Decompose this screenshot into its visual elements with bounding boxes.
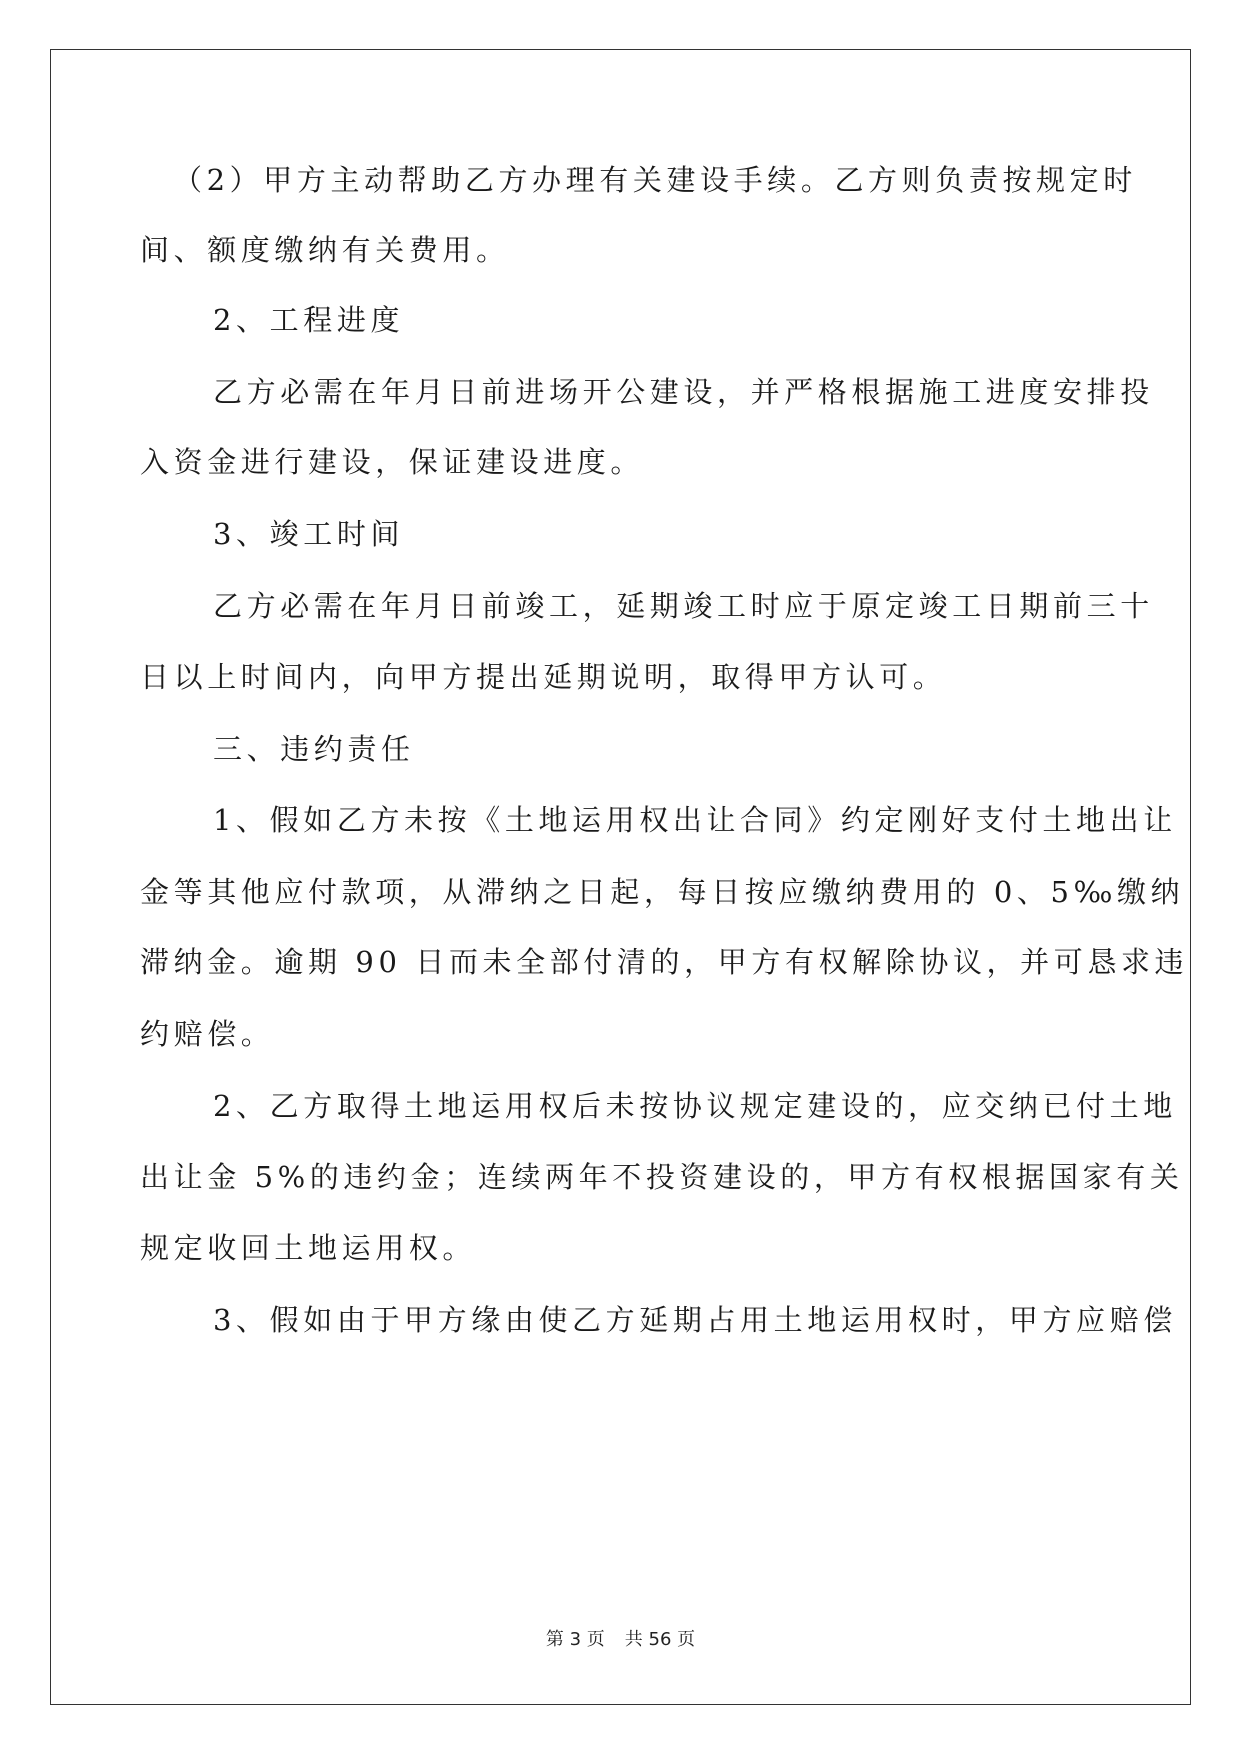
paragraph-line: 滞纳金。逾期 90 日而未全部付清的，甲方有权解除协议，并可恳求违 [140,945,1189,979]
paragraph-line: 乙方必需在年月日前竣工，延期竣工时应于原定竣工日期前三十 [213,589,1154,623]
paragraph-line: 间、额度缴纳有关费用。 [140,233,510,267]
section-heading: 3、竣工时间 [213,517,405,551]
paragraph-line: 入资金进行建设，保证建设进度。 [140,445,645,479]
paragraph-line: 3、假如由于甲方缘由使乙方延期占用土地运用权时，甲方应赔偿 [213,1303,1177,1337]
paragraph-line: 2、乙方取得土地运用权后未按协议规定建设的，应交纳已付土地 [213,1089,1177,1123]
paragraph-line: 出让金 5%的违约金；连续两年不投资建设的，甲方有权根据国家有关 [140,1160,1184,1194]
paragraph-line: 乙方必需在年月日前进场开公建设，并严格根据施工进度安排投 [213,375,1154,409]
paragraph-line: 规定收回土地运用权。 [140,1231,477,1265]
paragraph-line: 金等其他应付款项，从滞纳之日起，每日按应缴纳费用的 0、5‰缴纳 [140,875,1185,909]
current-page-number: 第 3 页 [545,1629,605,1650]
section-heading: 2、工程进度 [213,303,405,337]
paragraph-line: 约赔偿。 [140,1017,275,1051]
paragraph-line: （2）甲方主动帮助乙方办理有关建设手续。乙方则负责按规定时 [173,163,1137,197]
page-footer [0,1625,1241,1651]
section-heading: 三、违约责任 [213,732,415,766]
paragraph-line: 日以上时间内，向甲方提出延期说明，取得甲方认可。 [140,660,947,694]
total-page-count: 共 56 页 [624,1629,696,1650]
paragraph-line: 1、假如乙方未按《土地运用权出让合同》约定刚好支付土地出让 [213,803,1177,837]
